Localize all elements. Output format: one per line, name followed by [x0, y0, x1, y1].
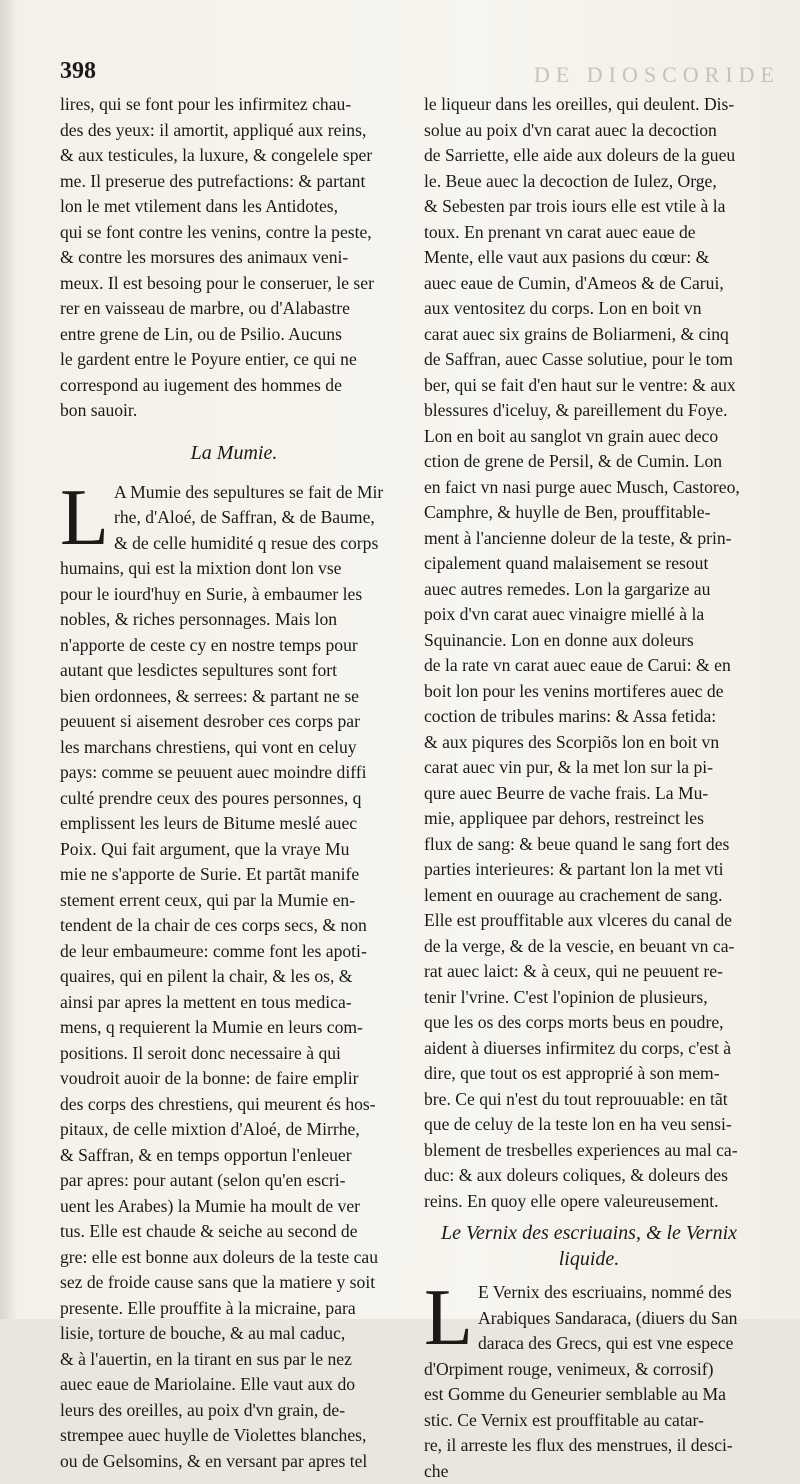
left-column [60, 92, 408, 1474]
text-line: rhe, d'Aloé, de Saffran, & de Baume, [60, 505, 408, 531]
text-line: carat auec vin pur, & la met lon sur la pi- [424, 755, 754, 781]
text-line: parties interieures: & partant lon la met vti [424, 857, 754, 883]
text-line: tus. Elle est chaude & seiche au second de [60, 1219, 408, 1245]
text-line: ment à l'ancienne doleur de la teste, & prin- [424, 526, 754, 552]
text-line: ction de grene de Persil, & de Cumin. Lon [424, 449, 754, 475]
text-line: Mente, elle vaut aux pasions du cœur: & [424, 245, 754, 271]
drop-cap-letter: L [60, 482, 109, 554]
text-line: mie ne s'apporte de Surie. Et partãt manife [60, 862, 408, 888]
text-line: auec eaue de Mariolaine. Elle vaut aux do [60, 1372, 408, 1398]
text-line: le gardent entre le Poyure entier, ce qui ne [60, 347, 408, 373]
text-line: & Sebesten par trois iours elle est vtile à la [424, 194, 754, 220]
text-line: nobles, & riches personnages. Mais lon [60, 607, 408, 633]
text-line: rer en vaisseau de marbre, ou d'Alabastre [60, 296, 408, 322]
text-line: & à l'auertin, en la tirant en sus par le nez [60, 1347, 408, 1373]
text-line: stic. Ce Vernix est prouffitable au catar- [424, 1408, 754, 1434]
text-line: Camphre, & huylle de Ben, prouffitable- [424, 500, 754, 526]
drop-cap-letter: L [424, 1282, 473, 1354]
text-line: blement de tresbelles experiences au mal ca- [424, 1138, 754, 1164]
text-line: qure auec Beurre de vache frais. La Mu- [424, 781, 754, 807]
text-line: ou de Gelsomins, & en versant par apres tel [60, 1449, 408, 1475]
text-line: tenir l'vrine. C'est l'opinion de plusieurs, [424, 985, 754, 1011]
left-section-paragraph [60, 480, 408, 1475]
text-line: auec eaue de Cumin, d'Ameos & de Carui, [424, 271, 754, 297]
text-line: par apres: pour autant (selon qu'en escri- [60, 1168, 408, 1194]
text-line: correspond au iugement des hommes de [60, 373, 408, 399]
text-line: en faict vn nasi purge auec Musch, Castoreo, [424, 475, 754, 501]
running-head: DE DIOSCORIDE [534, 62, 780, 88]
section-heading-vernix [424, 1220, 754, 1272]
text-line: rat auec laict: & à ceux, qui ne peuuent re- [424, 959, 754, 985]
text-line: tendent de la chair de ces corps secs, & non [60, 913, 408, 939]
text-line: Elle est prouffitable aux vlceres du canal de [424, 908, 754, 934]
text-line: voudroit auoir de la bonne: de faire emplir [60, 1066, 408, 1092]
text-line: toux. En prenant vn carat auec eaue de [424, 220, 754, 246]
page-header [60, 58, 780, 90]
text-line: re, il arreste les flux des menstrues, il desci- [424, 1433, 754, 1459]
text-line: le liqueur dans les oreilles, qui deulent. Dis- [424, 92, 754, 118]
text-line: me. Il preserue des putrefactions: & partant [60, 169, 408, 195]
text-line: bre. Ce qui n'est du tout reprouuable: en tãt [424, 1087, 754, 1113]
text-line: humains, qui est la mixtion dont lon vse [60, 556, 408, 582]
right-section-paragraph [424, 1280, 754, 1484]
text-line: que les os des corps morts beus en poudre, [424, 1010, 754, 1036]
text-line: flux de sang: & beue quand le sang fort des [424, 832, 754, 858]
text-line: est Gomme du Geneurier semblable au Ma [424, 1382, 754, 1408]
text-line: blessures d'iceluy, & pareillement du Foye. [424, 398, 754, 424]
text-line: poix d'vn carat auec vinaigre miellé à la [424, 602, 754, 628]
text-line: strempee auec huylle de Violettes blanches, [60, 1423, 408, 1449]
text-line: aident à diuerses infirmitez du corps, c'est à [424, 1036, 754, 1062]
text-line: emplissent les leurs de Bitume meslé auec [60, 811, 408, 837]
text-line: reins. En quoy elle opere valeureusement. [424, 1189, 754, 1215]
text-line: mie, appliquee par dehors, restreinct les [424, 806, 754, 832]
text-line: Squinancie. Lon en donne aux doleurs [424, 628, 754, 654]
text-line: Lon en boit au sanglot vn grain auec deco [424, 424, 754, 450]
text-line: lisie, torture de bouche, & au mal caduc, [60, 1321, 408, 1347]
text-line: entre grene de Lin, ou de Psilio. Aucuns [60, 322, 408, 348]
left-top-paragraph [60, 92, 408, 424]
text-line: qui se font contre les venins, contre la peste, [60, 220, 408, 246]
text-line: bon sauoir. [60, 398, 408, 424]
text-line: gre: elle est bonne aux doleurs de la teste cau [60, 1245, 408, 1271]
text-line: A Mumie des sepultures se fait de Mir [60, 480, 408, 506]
text-line: de la verge, & de la vescie, en beuant vn ca- [424, 934, 754, 960]
text-line: Poix. Qui fait argument, que la vraye Mu [60, 837, 408, 863]
text-line: & de celle humidité q resue des corps [60, 531, 408, 557]
text-line: daraca des Grecs, qui est vne espece [424, 1331, 754, 1357]
text-line: & aux testicules, la luxure, & congelele sper [60, 143, 408, 169]
text-line: lement en ouurage au crachement de sang. [424, 883, 754, 909]
text-line: leurs des oreilles, au poix d'vn grain, de- [60, 1398, 408, 1424]
text-line: auec autres remedes. Lon la gargarize au [424, 577, 754, 603]
text-line: de Sarriette, elle aide aux doleurs de la gueu [424, 143, 754, 169]
text-line: stement errent ceux, qui par la Mumie en- [60, 888, 408, 914]
text-line: positions. Il seroit donc necessaire à qui [60, 1041, 408, 1067]
text-line: pays: comme se peuuent auec moindre diffi [60, 760, 408, 786]
text-line: presente. Elle prouffite à la micraine, para [60, 1296, 408, 1322]
text-line: ainsi par apres la mettent en tous medica- [60, 990, 408, 1016]
text-line: & contre les morsures des animaux veni- [60, 245, 408, 271]
text-line: de Saffran, auec Casse solutiue, pour le tom [424, 347, 754, 373]
text-line: sez de froide cause sans que la matiere y soit [60, 1270, 408, 1296]
text-line: dire, que tout os est approprié à son mem- [424, 1061, 754, 1087]
text-line: autant que lesdictes sepultures sont fort [60, 658, 408, 684]
text-line: boit lon pour les venins mortiferes auec de [424, 679, 754, 705]
text-line: & Saffran, & en temps opportun l'enleuer [60, 1143, 408, 1169]
text-line: le. Beue auec la decoction de Iulez, Orge, [424, 169, 754, 195]
text-line: culté prendre ceux des poures personnes, q [60, 786, 408, 812]
text-line: des corps des chrestiens, qui meurent és hos- [60, 1092, 408, 1118]
text-line: d'Orpiment rouge, venimeux, & corrosif) [424, 1357, 754, 1383]
text-line: meux. Il est besoing pour le conseruer, le ser [60, 271, 408, 297]
text-line: duc: & aux doleurs coliques, & doleurs des [424, 1163, 754, 1189]
right-top-paragraph [424, 92, 754, 1214]
section-heading-mumie: La Mumie. [60, 438, 408, 468]
text-line: lires, qui se font pour les infirmitez chau- [60, 92, 408, 118]
text-line: des des yeux: il amortit, appliqué aux reins, [60, 118, 408, 144]
text-line: que de celuy de la teste lon en ha veu sensi- [424, 1112, 754, 1138]
text-line: aux ventositez du corps. Lon en boit vn [424, 296, 754, 322]
text-line: lon le met vtilement dans les Antidotes, [60, 194, 408, 220]
text-line: mens, q requierent la Mumie en leurs com- [60, 1015, 408, 1041]
right-column [424, 92, 754, 1484]
text-line: les marchans chrestiens, qui vont en celuy [60, 735, 408, 761]
text-line: cipalement quand malaisement se resout [424, 551, 754, 577]
text-line: Arabiques Sandaraca, (diuers du San [424, 1306, 754, 1332]
section-heading-vernix-line1: Le Vernix des escriuains, & le Vernix [424, 1220, 754, 1246]
text-line: pitaux, de celle mixtion d'Aloé, de Mirrhe, [60, 1117, 408, 1143]
text-line: coction de tribules marins: & Assa fetida: [424, 704, 754, 730]
text-line: & aux piqures des Scorpiõs lon en boit vn [424, 730, 754, 756]
text-line: de la rate vn carat auec eaue de Carui: & en [424, 653, 754, 679]
text-line: n'apporte de ceste cy en nostre temps pour [60, 633, 408, 659]
text-line: uent les Arabes) la Mumie ha moult de ver [60, 1194, 408, 1220]
text-line: solue au poix d'vn carat auec la decoction [424, 118, 754, 144]
section-heading-vernix-line2: liquide. [424, 1246, 754, 1272]
text-line: quaires, qui en pilent la chair, & les os, & [60, 964, 408, 990]
text-line: pour le iourd'huy en Surie, à embaumer les [60, 582, 408, 608]
text-line: ber, qui se fait d'en haut sur le ventre: & aux [424, 373, 754, 399]
page-number: 398 [60, 58, 96, 85]
text-line: E Vernix des escriuains, nommé des [424, 1280, 754, 1306]
text-line: bien ordonnees, & serrees: & partant ne se [60, 684, 408, 710]
text-line: carat auec six grains de Boliarmeni, & cinq [424, 322, 754, 348]
text-line: peuuent si aisement desrober ces corps par [60, 709, 408, 735]
text-line: che [424, 1459, 754, 1484]
text-line: de leur embaumeure: comme font les apoti- [60, 939, 408, 965]
